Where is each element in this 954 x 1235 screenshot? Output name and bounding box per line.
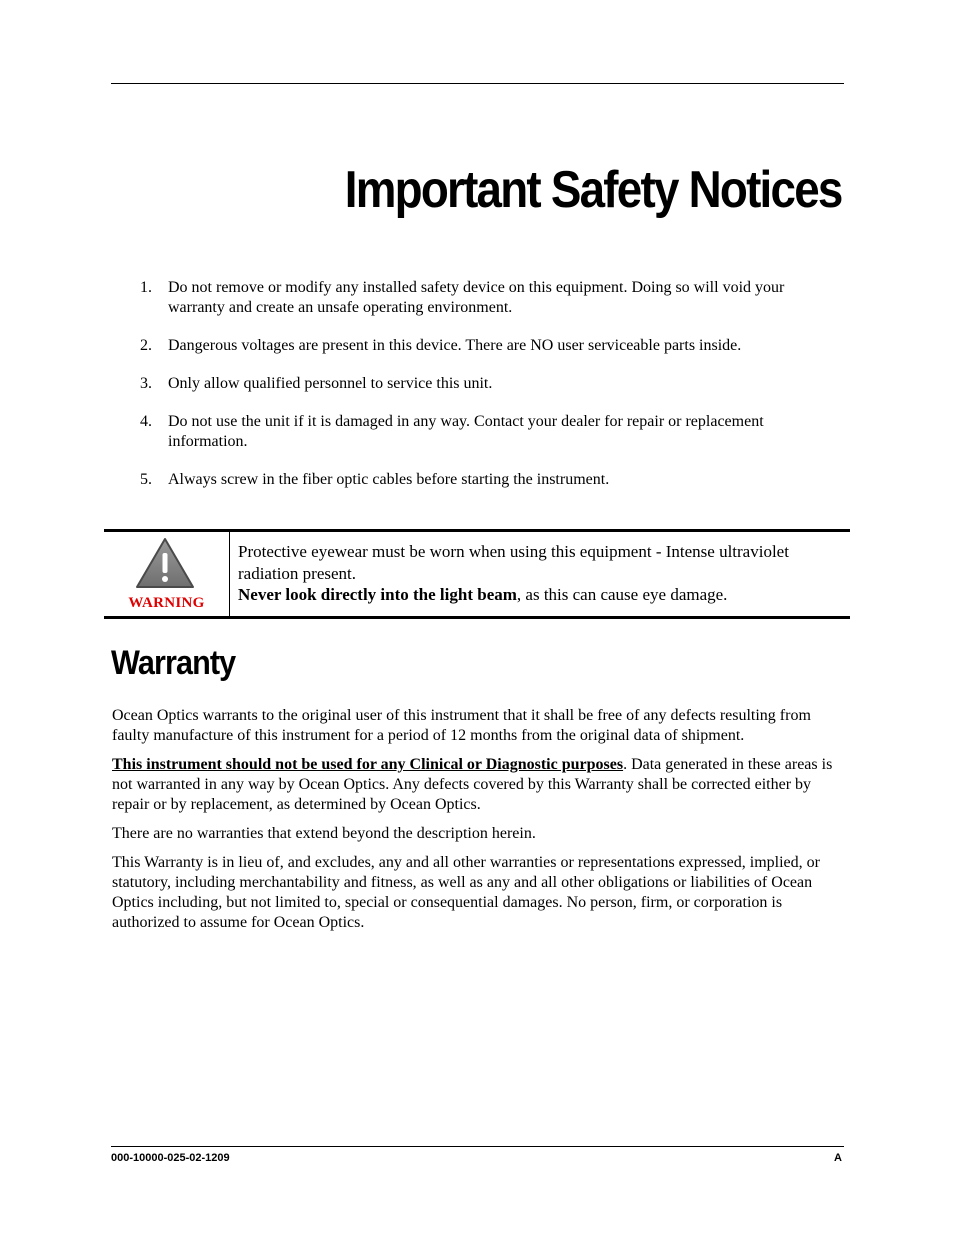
warning-icon-cell — [104, 532, 230, 616]
clinical-use-notice: This instrument should not be used for any Clinical or Diagnostic purposes — [112, 756, 624, 773]
warning-label: WARNING — [128, 595, 205, 611]
list-item — [140, 336, 840, 356]
list-item-number: 2. — [140, 337, 152, 354]
warranty-paragraph: This Warranty is in lieu of, and excludes, any and all other warranties or representations expressed, implied, or statutory, including merchantability and fitness, as well as any and all other obligations or liabilities of Ocean Optics including, but not limited to, special or consequential damages. No person, firm, or corporation is authorized to assume for Ocean Optics. — [112, 854, 820, 931]
warning-text — [238, 541, 838, 606]
warning-emphasis: Never look directly into the light beam — [238, 585, 517, 604]
warning-triangle-icon — [135, 537, 195, 589]
warning-line: Protective eyewear must be worn when using this equipment - Intense ultraviolet radiation present. — [238, 542, 789, 583]
footer-page-label: A — [834, 1152, 842, 1164]
list-item-text: Do not use the unit if it is damaged in any way. Contact your dealer for repair or replacement information. — [168, 413, 764, 450]
footer-rule — [111, 1146, 844, 1147]
list-item-text: Do not remove or modify any installed safety device on this equipment. Doing so will void your warranty and create an unsafe operating environment. — [168, 279, 785, 316]
safety-notice-list — [140, 278, 840, 508]
list-item-text: Always screw in the fiber optic cables before starting the instrument. — [168, 471, 610, 488]
warranty-paragraph — [112, 755, 842, 815]
page-title: Important Safety Notices — [345, 161, 842, 219]
list-item — [140, 412, 840, 452]
list-item — [140, 278, 840, 318]
list-item-number: 5. — [140, 471, 152, 488]
list-item-text: Dangerous voltages are present in this device. There are NO user serviceable parts inside. — [168, 337, 742, 354]
list-item-number: 1. — [140, 279, 152, 296]
warranty-heading: Warranty — [111, 644, 236, 682]
warranty-paragraph-rest: . Data generated in these areas is not warranted in any way by Ocean Optics. Any defects covered by this Warranty shall be corrected either by repair or by replacement, as determined by Ocean Optics. — [112, 756, 833, 813]
warning-line-rest: , as this can cause eye damage. — [516, 585, 728, 604]
list-item-number: 4. — [140, 413, 152, 430]
warranty-paragraph: There are no warranties that extend beyond the description herein. — [112, 825, 536, 842]
list-item-number: 3. — [140, 375, 152, 392]
warranty-paragraph: Ocean Optics warrants to the original user of this instrument that it shall be free of any defects resulting from faulty manufacture of this instrument for a period of 12 months from the original data of shipment. — [112, 707, 811, 744]
list-item — [140, 374, 840, 394]
warranty-body — [112, 706, 842, 942]
warning-box — [104, 529, 850, 619]
list-item — [140, 470, 840, 490]
footer-doc-number: 000-10000-025-02-1209 — [111, 1152, 230, 1164]
list-item-text: Only allow qualified personnel to service this unit. — [168, 375, 493, 392]
header-rule — [111, 83, 844, 84]
